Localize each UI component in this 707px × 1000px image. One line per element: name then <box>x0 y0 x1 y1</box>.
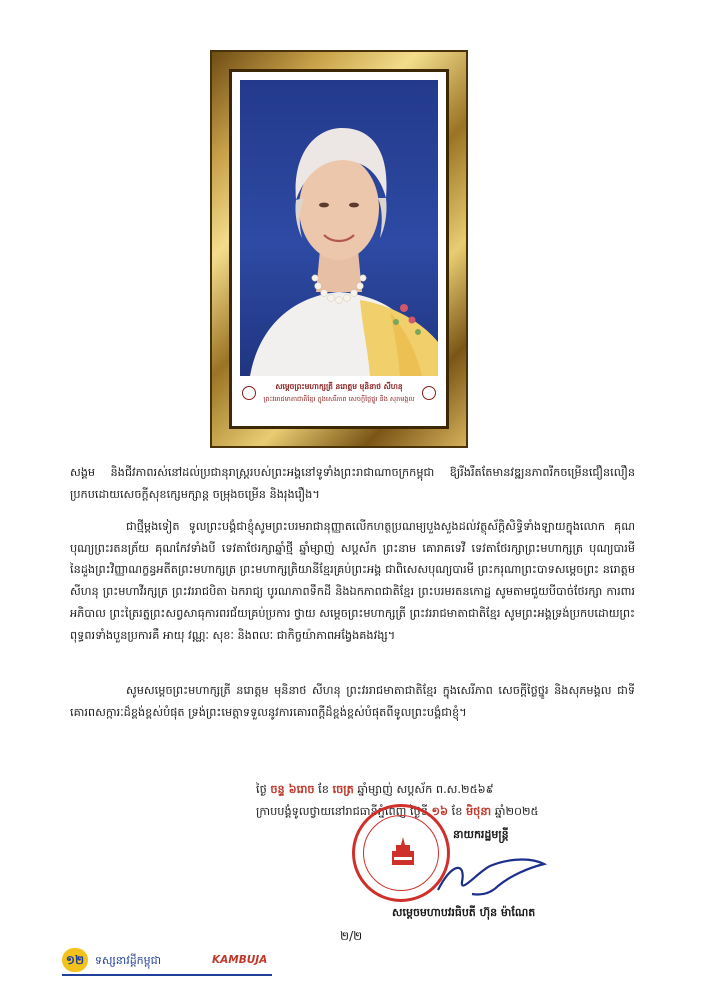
signatory-name: សម្ដេចមហាបវរធិបតី ហ៊ុន ម៉ាណែត <box>392 906 536 919</box>
page-number: ២/២ <box>340 929 363 943</box>
emblem-icon <box>242 386 256 400</box>
footer-brand: KAMBUJA <box>212 954 268 966</box>
paragraph-1: សង្គម និងជីវភាពរស់នៅដល់ប្រជានុរាស្ត្ររបស់ព្រះអង្គនៅទូទាំងព្រះរាជាណាចក្រកម្ពុជា ឱ្យរីងរឹតតែមានវឌ្ឍនភាពរីកចម្រើនជឿនលឿន ប្រកបដោយសេចក្ដីសុខក្សេមក្សាន្ត ចម្រុងចម្រើន និងរុងរឿង។ <box>70 466 635 501</box>
lunar-month-label: ខែ <box>318 783 329 796</box>
lunar-date-prefix: ថ្ងៃ <box>256 783 267 796</box>
caption-name: សម្ដេចព្រះមហាក្សត្រី នរោត្តម មុនិនាថ សីហនុ <box>275 382 403 391</box>
footer-magazine-name: ទស្សនាវដ្ដីកម្ពុជា <box>95 954 162 967</box>
footer-divider <box>62 974 272 976</box>
portrait-illustration <box>240 80 438 376</box>
solar-month: មិថុនា <box>466 805 492 818</box>
signatory-title: នាយករដ្ឋមន្ត្រី <box>453 828 509 841</box>
lunar-date-line <box>256 782 494 799</box>
footer-page-badge: ១២ <box>62 948 88 972</box>
solar-date-prefix: ក្រាបបង្គំទូលថ្វាយនៅរាជធានីភ្នំពេញ ថ្ងៃទី <box>256 805 428 818</box>
lunar-day: ចន្ទ ៦រោច <box>270 783 315 796</box>
portrait-caption <box>236 378 442 422</box>
portrait-photo <box>240 80 438 376</box>
portrait-frame <box>210 50 468 448</box>
crest-icon <box>422 386 436 400</box>
lunar-year: ឆ្នាំម្សាញ់ សប្តស័ក ព.ស.២៥៦៩ <box>357 783 494 796</box>
solar-year: ឆ្នាំ២០២៥ <box>494 805 539 818</box>
solar-month-label: ខែ <box>451 805 463 818</box>
paragraph-2: ជាថ្មីម្ដងទៀត ទូលព្រះបង្គំជាខ្ញុំសូមព្រះបរមរាជានុញ្ញាតលើកហត្ថប្រណម្យបួងសួងដល់វត្ថុស័ក្ដិសិទ្ធិទាំងឡាយក្នុងលោក គុណបុណ្យព្រះរតនត្រ័យ គុណកែវទាំងបី ទេវតាថែរក្សាឆ្នាំថ្មី ឆ្នាំម្សាញ់ សប្តស័ក ព្រះនាម គោរាគទេវី ទេវតាថែរក្សាព្រះមហាក្សត្រ បុណ្យបារមីនៃដួងព្រះវិញ្ញាណក្ខន្ធអតីតព្រះមហាក្សត្រ ព្រះមហាក្សត្រិយានីខ្មែរគ្រប់ព្រះអង្គ ជាពិសេសបុណ្យបារមី ព្រះករុណាព្រះបាទសម្ដេចព្រះ នរោត្តម សីហនុ ព្រះមហាវីរក្សត្រ ព្រះវររាជបិតា ឯករាជ្យ បូរណភាពទឹកដី និងឯកភាពជាតិខ្មែរ ព្រះបរមរតនកោដ្ឋ សូមតាមជួយបីបាច់ថែរក្សា ការពារ អភិបាល ព្រះត្រៃរត្នព្រះសព្វសាធុការពរជ័យគ្រប់ប្រការ ថ្វាយ សម្ដេចព្រះមហាក្សត្រី ព្រះវររាជមាតាជាតិខ្មែរ សូមព្រះអង្គទ្រង់ប្រកបដោយព្រះពុទ្ធពរទាំងបួនប្រការគឺ អាយុ វណ្ណៈ សុខៈ និងពលៈ ជាកិច្ចយ៉ាភាពអង្វែងគងវង្ស។ <box>70 520 635 642</box>
caption-title: ព្រះវររាជមាតាជាតិខ្មែរ ក្នុងសេរីភាព សេចក្ដីថ្លៃថ្នូរ និង សុភមង្គល <box>263 395 415 403</box>
solar-day: ១៦ <box>431 805 449 818</box>
angkor-temple-icon <box>390 835 416 867</box>
paragraph-3: សូមសម្ដេចព្រះមហាក្សត្រី នរោត្តម មុនិនាថ សីហនុ ព្រះវររាជមាតាជាតិខ្មែរ ក្នុងសេរីភាព សេចក្ដីថ្លៃថ្នូរ និងសុភមង្គល ជាទីគោរពសក្ការៈដ៏ខ្ពង់ខ្ពស់បំផុត ទ្រង់ព្រះមេត្តាទទួលនូវការគោរពក្តីដ៏ខ្ពង់ខ្ពស់បំផុតពីទូលព្រះបង្គំជាខ្ញុំ។ <box>70 684 635 719</box>
portrait-mat <box>232 72 446 426</box>
handwritten-signature <box>432 842 548 902</box>
lunar-month: ចេត្រ <box>332 783 354 796</box>
